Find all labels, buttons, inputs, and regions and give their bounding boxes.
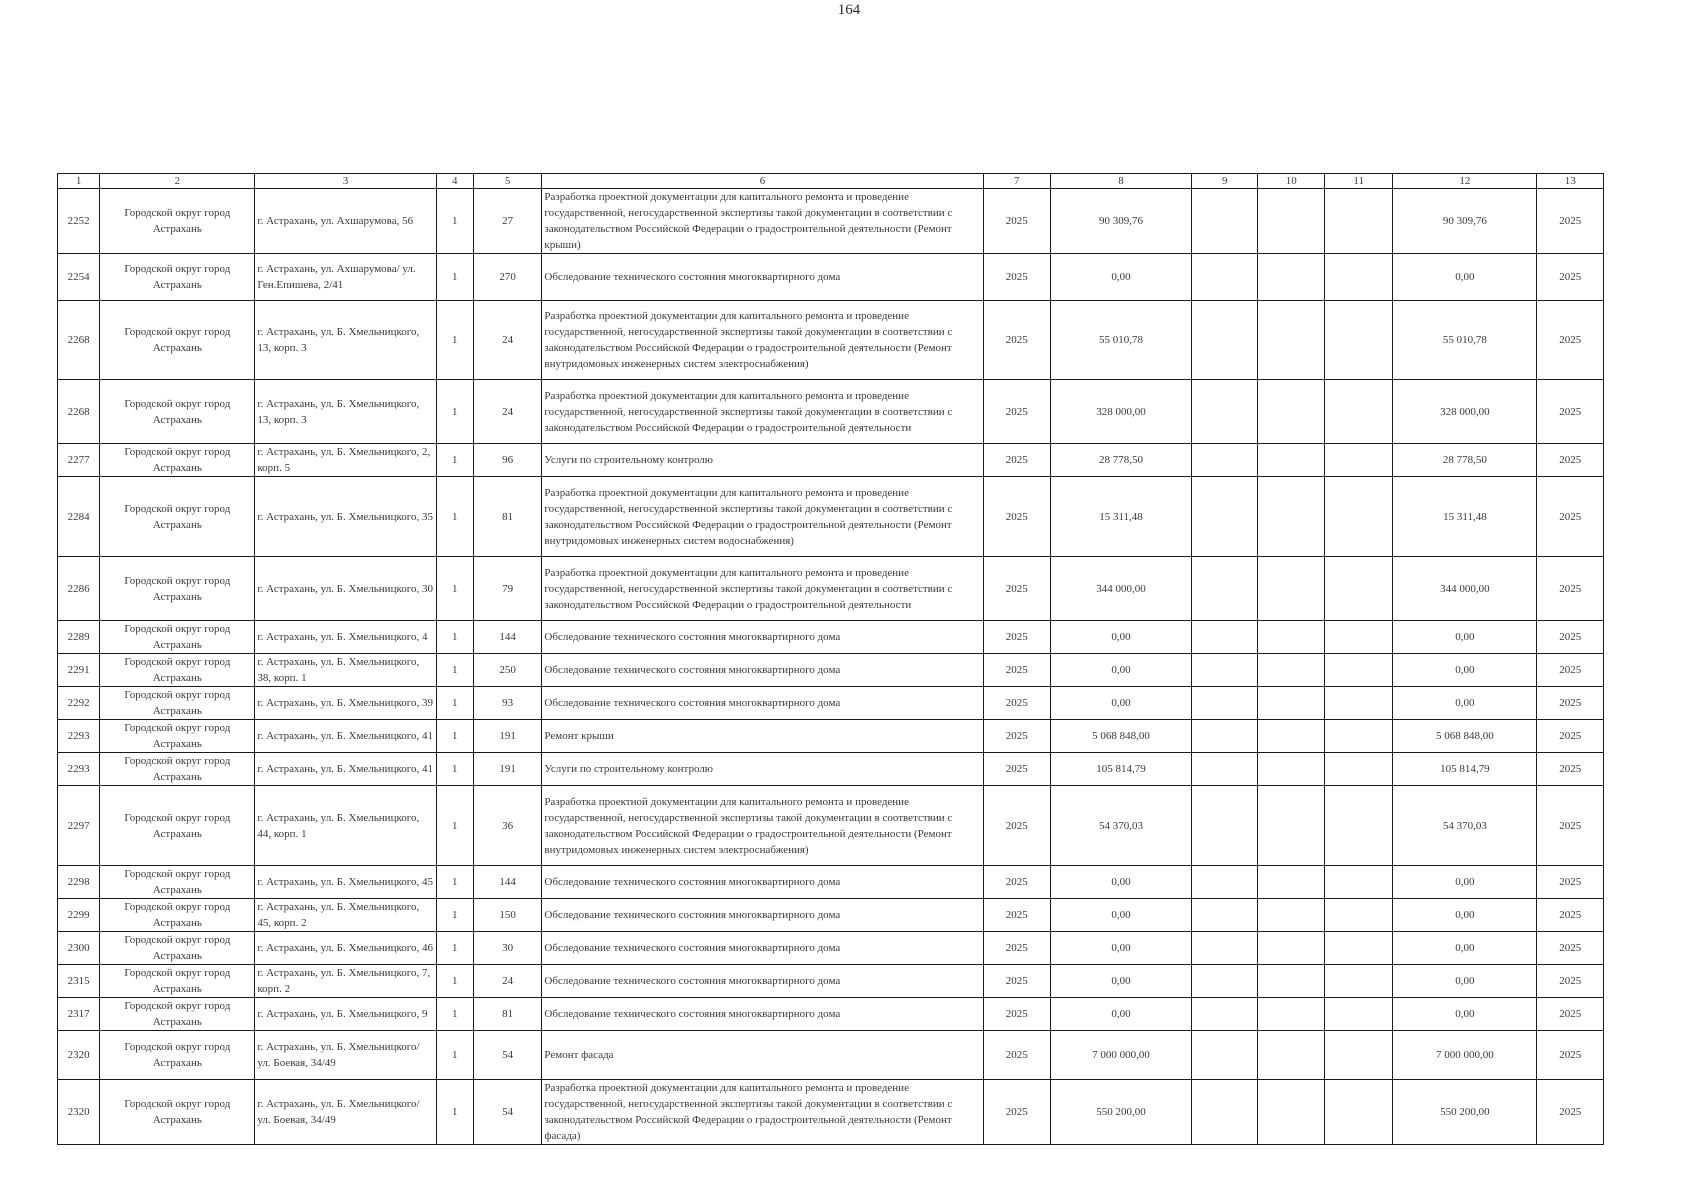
cost-cell: 54 370,03 [1051, 786, 1192, 866]
col10-cell [1258, 998, 1324, 1031]
col13-cell: 2025 [1537, 899, 1604, 932]
col12-cell: 105 814,79 [1393, 753, 1537, 786]
col9-cell [1192, 932, 1258, 965]
col12-cell: 0,00 [1393, 932, 1537, 965]
row-number-cell: 2291 [58, 654, 100, 687]
table-row [58, 998, 1604, 1031]
col4-cell: 1 [436, 998, 473, 1031]
year-cell: 2025 [983, 1080, 1050, 1145]
work-type-cell: Обследование технического состояния многоквартирного дома [542, 866, 983, 899]
column-number-10: 10 [1258, 174, 1324, 189]
col13-cell: 2025 [1537, 932, 1604, 965]
col4-cell: 1 [436, 254, 473, 301]
table-row [58, 621, 1604, 654]
col4-cell: 1 [436, 720, 473, 753]
address-cell: г. Астрахань, ул. Б. Хмельницкого, 45, корп. 2 [255, 899, 436, 932]
table-body [58, 189, 1604, 1145]
col5-cell: 150 [473, 899, 541, 932]
municipality-cell: Городской округ город Астрахань [100, 654, 255, 687]
col4-cell: 1 [436, 477, 473, 557]
address-cell: г. Астрахань, ул. Б. Хмельницкого, 46 [255, 932, 436, 965]
municipality-cell: Городской округ город Астрахань [100, 932, 255, 965]
col12-cell: 0,00 [1393, 687, 1537, 720]
municipality-cell: Городской округ город Астрахань [100, 866, 255, 899]
row-number-cell: 2299 [58, 899, 100, 932]
address-cell: г. Астрахань, ул. Б. Хмельницкого, 13, корп. 3 [255, 380, 436, 444]
table-row [58, 1080, 1604, 1145]
table-row [58, 254, 1604, 301]
col11-cell [1324, 380, 1392, 444]
work-type-cell: Разработка проектной документации для капитального ремонта и проведение государственной, негосударственной экспертизы такой документации в соответствии с законодательством Российской Федерации о градостроительной деятельности (Ремонт фасада) [542, 1080, 983, 1145]
col11-cell [1324, 254, 1392, 301]
col13-cell: 2025 [1537, 654, 1604, 687]
year-cell: 2025 [983, 998, 1050, 1031]
col13-cell: 2025 [1537, 1080, 1604, 1145]
year-cell: 2025 [983, 444, 1050, 477]
col9-cell [1192, 557, 1258, 621]
municipality-cell: Городской округ город Астрахань [100, 998, 255, 1031]
table-row [58, 866, 1604, 899]
column-number-6: 6 [542, 174, 983, 189]
table-row [58, 965, 1604, 998]
address-cell: г. Астрахань, ул. Б. Хмельницкого, 39 [255, 687, 436, 720]
cost-cell: 105 814,79 [1051, 753, 1192, 786]
column-number-13: 13 [1537, 174, 1604, 189]
year-cell: 2025 [983, 189, 1050, 254]
work-type-cell: Обследование технического состояния многоквартирного дома [542, 899, 983, 932]
col10-cell [1258, 786, 1324, 866]
col5-cell: 93 [473, 687, 541, 720]
col10-cell [1258, 1080, 1324, 1145]
address-cell: г. Астрахань, ул. Б. Хмельницкого, 9 [255, 998, 436, 1031]
table-row [58, 189, 1604, 254]
column-number-7: 7 [983, 174, 1050, 189]
col10-cell [1258, 301, 1324, 380]
col9-cell [1192, 965, 1258, 998]
municipality-cell: Городской округ город Астрахань [100, 1031, 255, 1080]
work-type-cell: Ремонт крыши [542, 720, 983, 753]
col13-cell: 2025 [1537, 753, 1604, 786]
col11-cell [1324, 998, 1392, 1031]
table-row [58, 899, 1604, 932]
row-number-cell: 2284 [58, 477, 100, 557]
col10-cell [1258, 720, 1324, 753]
municipality-cell: Городской округ город Астрахань [100, 477, 255, 557]
col11-cell [1324, 720, 1392, 753]
table-row [58, 1031, 1604, 1080]
municipality-cell: Городской округ город Астрахань [100, 720, 255, 753]
col5-cell: 81 [473, 998, 541, 1031]
col13-cell: 2025 [1537, 254, 1604, 301]
municipality-cell: Городской округ город Астрахань [100, 965, 255, 998]
col10-cell [1258, 557, 1324, 621]
cost-cell: 0,00 [1051, 621, 1192, 654]
address-cell: г. Астрахань, ул. Б. Хмельницкого, 2, корп. 5 [255, 444, 436, 477]
municipality-cell: Городской округ город Астрахань [100, 189, 255, 254]
row-number-cell: 2293 [58, 720, 100, 753]
page-number: 164 [837, 2, 861, 18]
col11-cell [1324, 189, 1392, 254]
col12-cell: 344 000,00 [1393, 557, 1537, 621]
col13-cell: 2025 [1537, 189, 1604, 254]
work-type-cell: Обследование технического состояния многоквартирного дома [542, 932, 983, 965]
col9-cell [1192, 866, 1258, 899]
col12-cell: 550 200,00 [1393, 1080, 1537, 1145]
address-cell: г. Астрахань, ул. Б. Хмельницкого, 4 [255, 621, 436, 654]
row-number-cell: 2297 [58, 786, 100, 866]
col12-cell: 28 778,50 [1393, 444, 1537, 477]
col10-cell [1258, 189, 1324, 254]
table-row [58, 477, 1604, 557]
col12-cell: 0,00 [1393, 654, 1537, 687]
address-cell: г. Астрахань, ул. Б. Хмельницкого, 41 [255, 720, 436, 753]
municipality-cell: Городской округ город Астрахань [100, 899, 255, 932]
row-number-cell: 2317 [58, 998, 100, 1031]
cost-cell: 0,00 [1051, 254, 1192, 301]
cost-cell: 55 010,78 [1051, 301, 1192, 380]
col11-cell [1324, 1031, 1392, 1080]
col9-cell [1192, 899, 1258, 932]
col4-cell: 1 [436, 786, 473, 866]
work-type-cell: Разработка проектной документации для капитального ремонта и проведение государственной, негосударственной экспертизы такой документации в соответствии с законодательством Российской Федерации о градостроительной деятельности (Ремонт внутридомовых инженерных систем электроснабжения) [542, 301, 983, 380]
col13-cell: 2025 [1537, 866, 1604, 899]
col10-cell [1258, 654, 1324, 687]
cost-cell: 15 311,48 [1051, 477, 1192, 557]
year-cell: 2025 [983, 932, 1050, 965]
col5-cell: 250 [473, 654, 541, 687]
col12-cell: 0,00 [1393, 899, 1537, 932]
col12-cell: 0,00 [1393, 621, 1537, 654]
col13-cell: 2025 [1537, 380, 1604, 444]
col13-cell: 2025 [1537, 301, 1604, 380]
row-number-cell: 2320 [58, 1031, 100, 1080]
register-table [57, 173, 1604, 1145]
table-row [58, 753, 1604, 786]
year-cell: 2025 [983, 301, 1050, 380]
col4-cell: 1 [436, 866, 473, 899]
col5-cell: 144 [473, 621, 541, 654]
col12-cell: 90 309,76 [1393, 189, 1537, 254]
year-cell: 2025 [983, 720, 1050, 753]
col5-cell: 144 [473, 866, 541, 899]
row-number-cell: 2293 [58, 753, 100, 786]
col11-cell [1324, 687, 1392, 720]
col4-cell: 1 [436, 301, 473, 380]
col12-cell: 5 068 848,00 [1393, 720, 1537, 753]
cost-cell: 0,00 [1051, 866, 1192, 899]
col9-cell [1192, 189, 1258, 254]
address-cell: г. Астрахань, ул. Б. Хмельницкого, 38, корп. 1 [255, 654, 436, 687]
col4-cell: 1 [436, 380, 473, 444]
column-number-1: 1 [58, 174, 100, 189]
col13-cell: 2025 [1537, 621, 1604, 654]
table-row [58, 720, 1604, 753]
work-type-cell: Обследование технического состояния многоквартирного дома [542, 998, 983, 1031]
col9-cell [1192, 786, 1258, 866]
table-row [58, 687, 1604, 720]
work-type-cell: Разработка проектной документации для капитального ремонта и проведение государственной, негосударственной экспертизы такой документации в соответствии с законодательством Российской Федерации о градостроительной деятельности (Ремонт внутридомовых инженерных систем электроснабжения) [542, 786, 983, 866]
col5-cell: 24 [473, 380, 541, 444]
municipality-cell: Городской округ город Астрахань [100, 380, 255, 444]
cost-cell: 344 000,00 [1051, 557, 1192, 621]
col12-cell: 0,00 [1393, 254, 1537, 301]
col10-cell [1258, 899, 1324, 932]
col13-cell: 2025 [1537, 1031, 1604, 1080]
col9-cell [1192, 1031, 1258, 1080]
work-type-cell: Разработка проектной документации для капитального ремонта и проведение государственной, негосударственной экспертизы такой документации в соответствии с законодательством Российской Федерации о градостроительной деятельности (Ремонт внутридомовых инженерных систем водоснабжения) [542, 477, 983, 557]
row-number-cell: 2268 [58, 380, 100, 444]
row-number-cell: 2320 [58, 1080, 100, 1145]
address-cell: г. Астрахань, ул. Б. Хмельницкого, 30 [255, 557, 436, 621]
column-number-12: 12 [1393, 174, 1537, 189]
col4-cell: 1 [436, 444, 473, 477]
col5-cell: 81 [473, 477, 541, 557]
col4-cell: 1 [436, 899, 473, 932]
table-row [58, 786, 1604, 866]
col5-cell: 54 [473, 1031, 541, 1080]
municipality-cell: Городской округ город Астрахань [100, 687, 255, 720]
column-number-11: 11 [1324, 174, 1392, 189]
address-cell: г. Астрахань, ул. Б. Хмельницкого, 35 [255, 477, 436, 557]
col4-cell: 1 [436, 965, 473, 998]
col10-cell [1258, 866, 1324, 899]
col10-cell [1258, 753, 1324, 786]
row-number-cell: 2300 [58, 932, 100, 965]
column-number-2: 2 [100, 174, 255, 189]
address-cell: г. Астрахань, ул. Ахшарумова, 56 [255, 189, 436, 254]
row-number-cell: 2268 [58, 301, 100, 380]
municipality-cell: Городской округ город Астрахань [100, 301, 255, 380]
work-type-cell: Услуги по строительному контролю [542, 444, 983, 477]
year-cell: 2025 [983, 477, 1050, 557]
col11-cell [1324, 444, 1392, 477]
col11-cell [1324, 899, 1392, 932]
column-number-3: 3 [255, 174, 436, 189]
col11-cell [1324, 866, 1392, 899]
row-number-cell: 2286 [58, 557, 100, 621]
address-cell: г. Астрахань, ул. Б. Хмельницкого/ ул. Боевая, 34/49 [255, 1080, 436, 1145]
cost-cell: 90 309,76 [1051, 189, 1192, 254]
cost-cell: 550 200,00 [1051, 1080, 1192, 1145]
col5-cell: 191 [473, 753, 541, 786]
work-type-cell: Обследование технического состояния многоквартирного дома [542, 621, 983, 654]
col5-cell: 270 [473, 254, 541, 301]
col9-cell [1192, 301, 1258, 380]
col12-cell: 7 000 000,00 [1393, 1031, 1537, 1080]
col10-cell [1258, 1031, 1324, 1080]
col12-cell: 0,00 [1393, 965, 1537, 998]
col10-cell [1258, 477, 1324, 557]
col12-cell: 15 311,48 [1393, 477, 1537, 557]
col12-cell: 328 000,00 [1393, 380, 1537, 444]
col13-cell: 2025 [1537, 444, 1604, 477]
work-type-cell: Обследование технического состояния многоквартирного дома [542, 965, 983, 998]
year-cell: 2025 [983, 965, 1050, 998]
col5-cell: 191 [473, 720, 541, 753]
col10-cell [1258, 687, 1324, 720]
table-row [58, 932, 1604, 965]
col13-cell: 2025 [1537, 687, 1604, 720]
col4-cell: 1 [436, 1031, 473, 1080]
year-cell: 2025 [983, 380, 1050, 444]
col5-cell: 79 [473, 557, 541, 621]
column-number-4: 4 [436, 174, 473, 189]
municipality-cell: Городской округ город Астрахань [100, 786, 255, 866]
cost-cell: 0,00 [1051, 998, 1192, 1031]
municipality-cell: Городской округ город Астрахань [100, 753, 255, 786]
col9-cell [1192, 444, 1258, 477]
col5-cell: 24 [473, 301, 541, 380]
table-row [58, 380, 1604, 444]
col5-cell: 96 [473, 444, 541, 477]
row-number-cell: 2292 [58, 687, 100, 720]
cost-cell: 328 000,00 [1051, 380, 1192, 444]
municipality-cell: Городской округ город Астрахань [100, 444, 255, 477]
work-type-cell: Разработка проектной документации для капитального ремонта и проведение государственной, негосударственной экспертизы такой документации в соответствии с законодательством Российской Федерации о градостроительной деятельности (Ремонт крыши) [542, 189, 983, 254]
year-cell: 2025 [983, 1031, 1050, 1080]
col10-cell [1258, 932, 1324, 965]
col11-cell [1324, 477, 1392, 557]
cost-cell: 0,00 [1051, 899, 1192, 932]
year-cell: 2025 [983, 654, 1050, 687]
year-cell: 2025 [983, 621, 1050, 654]
year-cell: 2025 [983, 899, 1050, 932]
col11-cell [1324, 1080, 1392, 1145]
work-type-cell: Разработка проектной документации для капитального ремонта и проведение государственной, негосударственной экспертизы такой документации в соответствии с законодательством Российской Федерации о градостроительной деятельности [542, 380, 983, 444]
year-cell: 2025 [983, 866, 1050, 899]
year-cell: 2025 [983, 254, 1050, 301]
col12-cell: 0,00 [1393, 866, 1537, 899]
row-number-cell: 2289 [58, 621, 100, 654]
col9-cell [1192, 621, 1258, 654]
municipality-cell: Городской округ город Астрахань [100, 621, 255, 654]
col9-cell [1192, 753, 1258, 786]
col10-cell [1258, 444, 1324, 477]
col5-cell: 54 [473, 1080, 541, 1145]
col4-cell: 1 [436, 189, 473, 254]
col11-cell [1324, 557, 1392, 621]
address-cell: г. Астрахань, ул. Б. Хмельницкого, 44, корп. 1 [255, 786, 436, 866]
table-row [58, 557, 1604, 621]
year-cell: 2025 [983, 753, 1050, 786]
col11-cell [1324, 965, 1392, 998]
cost-cell: 0,00 [1051, 965, 1192, 998]
col4-cell: 1 [436, 621, 473, 654]
col13-cell: 2025 [1537, 998, 1604, 1031]
table-row [58, 444, 1604, 477]
address-cell: г. Астрахань, ул. Б. Хмельницкого, 7, корп. 2 [255, 965, 436, 998]
table-row [58, 654, 1604, 687]
col11-cell [1324, 753, 1392, 786]
column-number-8: 8 [1051, 174, 1192, 189]
col10-cell [1258, 621, 1324, 654]
col4-cell: 1 [436, 687, 473, 720]
col12-cell: 0,00 [1393, 998, 1537, 1031]
cost-cell: 0,00 [1051, 654, 1192, 687]
col5-cell: 36 [473, 786, 541, 866]
col11-cell [1324, 621, 1392, 654]
address-cell: г. Астрахань, ул. Б. Хмельницкого/ ул. Боевая, 34/49 [255, 1031, 436, 1080]
col9-cell [1192, 998, 1258, 1031]
col4-cell: 1 [436, 932, 473, 965]
col11-cell [1324, 786, 1392, 866]
row-number-cell: 2315 [58, 965, 100, 998]
col5-cell: 24 [473, 965, 541, 998]
year-cell: 2025 [983, 786, 1050, 866]
col9-cell [1192, 687, 1258, 720]
year-cell: 2025 [983, 687, 1050, 720]
col4-cell: 1 [436, 1080, 473, 1145]
row-number-cell: 2277 [58, 444, 100, 477]
col13-cell: 2025 [1537, 477, 1604, 557]
col13-cell: 2025 [1537, 786, 1604, 866]
cost-cell: 0,00 [1051, 687, 1192, 720]
col5-cell: 30 [473, 932, 541, 965]
col11-cell [1324, 654, 1392, 687]
col5-cell: 27 [473, 189, 541, 254]
work-type-cell: Услуги по строительному контролю [542, 753, 983, 786]
column-number-9: 9 [1192, 174, 1258, 189]
col9-cell [1192, 1080, 1258, 1145]
col13-cell: 2025 [1537, 720, 1604, 753]
col12-cell: 54 370,03 [1393, 786, 1537, 866]
col10-cell [1258, 254, 1324, 301]
col4-cell: 1 [436, 654, 473, 687]
table-row [58, 301, 1604, 380]
municipality-cell: Городской округ город Астрахань [100, 254, 255, 301]
col11-cell [1324, 932, 1392, 965]
cost-cell: 0,00 [1051, 932, 1192, 965]
col9-cell [1192, 254, 1258, 301]
work-type-cell: Обследование технического состояния многоквартирного дома [542, 254, 983, 301]
col13-cell: 2025 [1537, 557, 1604, 621]
work-type-cell: Обследование технического состояния многоквартирного дома [542, 654, 983, 687]
cost-cell: 7 000 000,00 [1051, 1031, 1192, 1080]
row-number-cell: 2254 [58, 254, 100, 301]
municipality-cell: Городской округ город Астрахань [100, 1080, 255, 1145]
col9-cell [1192, 720, 1258, 753]
col10-cell [1258, 965, 1324, 998]
address-cell: г. Астрахань, ул. Б. Хмельницкого, 13, корп. 3 [255, 301, 436, 380]
municipality-cell: Городской округ город Астрахань [100, 557, 255, 621]
cost-cell: 5 068 848,00 [1051, 720, 1192, 753]
col9-cell [1192, 654, 1258, 687]
row-number-cell: 2298 [58, 866, 100, 899]
year-cell: 2025 [983, 557, 1050, 621]
work-type-cell: Разработка проектной документации для капитального ремонта и проведение государственной, негосударственной экспертизы такой документации в соответствии с законодательством Российской Федерации о градостроительной деятельности [542, 557, 983, 621]
column-number-row [58, 174, 1604, 189]
row-number-cell: 2252 [58, 189, 100, 254]
cost-cell: 28 778,50 [1051, 444, 1192, 477]
col10-cell [1258, 380, 1324, 444]
col12-cell: 55 010,78 [1393, 301, 1537, 380]
work-type-cell: Обследование технического состояния многоквартирного дома [542, 687, 983, 720]
address-cell: г. Астрахань, ул. Ахшарумова/ ул. Ген.Епишева, 2/41 [255, 254, 436, 301]
col11-cell [1324, 301, 1392, 380]
address-cell: г. Астрахань, ул. Б. Хмельницкого, 45 [255, 866, 436, 899]
work-type-cell: Ремонт фасада [542, 1031, 983, 1080]
col4-cell: 1 [436, 557, 473, 621]
col9-cell [1192, 380, 1258, 444]
col13-cell: 2025 [1537, 965, 1604, 998]
col9-cell [1192, 477, 1258, 557]
col4-cell: 1 [436, 753, 473, 786]
address-cell: г. Астрахань, ул. Б. Хмельницкого, 41 [255, 753, 436, 786]
column-number-5: 5 [473, 174, 541, 189]
